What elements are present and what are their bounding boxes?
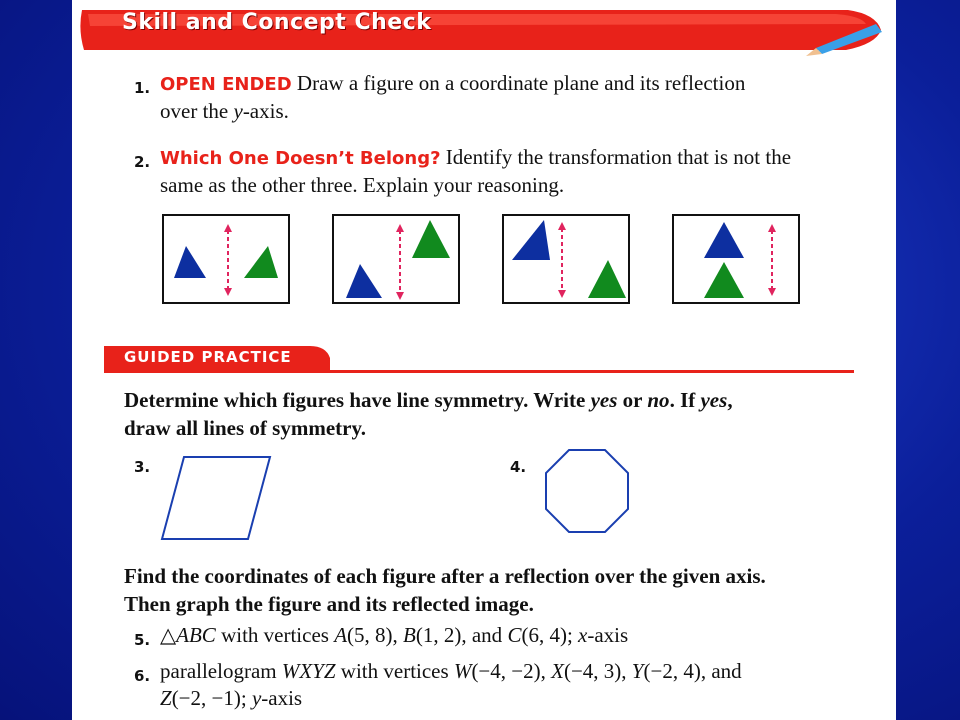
- q5-c-coords: (6, 4);: [521, 623, 579, 647]
- q5-triangle-name: ABC: [176, 623, 216, 647]
- q5-vertex-a: A: [334, 623, 348, 647]
- instr1-yes2: yes: [700, 388, 728, 412]
- q6-shape-word: parallelogram: [160, 659, 282, 683]
- q1-number: 1.: [134, 79, 151, 97]
- q5-a-coords: (5, 8),: [347, 623, 404, 647]
- q6-z-coords: (−2, −1);: [171, 686, 252, 710]
- transform-box-2: [332, 214, 460, 304]
- reflection-instruction: [124, 562, 766, 618]
- transform-box-3: [502, 214, 630, 304]
- q5-axis: -axis: [587, 623, 629, 647]
- banner-title: Skill and Concept Check: [122, 10, 432, 35]
- instr1-part-a: Determine which figures have line symmetry. Write: [124, 388, 591, 412]
- q5-vertex-c: C: [507, 623, 522, 647]
- green-triangle: [704, 262, 744, 298]
- q5-axis-var: x: [578, 623, 588, 647]
- instr1-line2: draw all lines of symmetry.: [124, 416, 367, 440]
- blue-triangle: [346, 264, 382, 298]
- q1-lead: OPEN ENDED: [160, 74, 292, 95]
- green-triangle: [412, 220, 450, 258]
- q6-vertex-x: X: [551, 659, 564, 683]
- instr1-part-b: . If: [669, 388, 701, 412]
- instr2-line2: Then graph the figure and its reflected image.: [124, 592, 534, 616]
- guided-practice-title: GUIDED PRACTICE: [124, 348, 292, 366]
- blue-triangle: [704, 222, 744, 258]
- instr2-line1: Find the coordinates of each figure after a reflection over the given axis.: [124, 564, 766, 588]
- parallelogram-figure: [160, 452, 272, 544]
- q6-shape-name: WXYZ: [281, 659, 336, 683]
- green-triangle: [588, 260, 626, 298]
- q1-text: [160, 70, 745, 125]
- q6-axis: -axis: [261, 686, 303, 710]
- q3-number: 3.: [134, 458, 151, 476]
- q6-y-coords: (−2, 4), and: [643, 659, 742, 683]
- q1-line1: Draw a figure on a coordinate plane and its reflection: [296, 71, 746, 95]
- q4-number: 4.: [510, 458, 527, 476]
- instr1-or: or: [617, 388, 648, 412]
- q6-vertex-w: W: [453, 659, 472, 683]
- q6-w-coords: (−4, −2),: [471, 659, 552, 683]
- q6-x-coords: (−4, 3),: [563, 659, 632, 683]
- q2-text: [160, 144, 791, 199]
- triangle-symbol: △: [160, 623, 177, 647]
- q5-vertex-b: B: [403, 623, 416, 647]
- q5-with-vertices: with vertices: [215, 623, 335, 647]
- q6-vertex-z: Z: [160, 686, 172, 710]
- q1-line2-pre: over the: [160, 99, 234, 123]
- q5-number: 5.: [134, 631, 151, 649]
- q1-line2-var: y: [233, 99, 243, 123]
- q5-b-coords: (1, 2), and: [415, 623, 508, 647]
- instr1-no: no: [647, 388, 670, 412]
- q2-lead: Which One Doesn’t Belong?: [160, 148, 441, 169]
- q6-text: [160, 658, 742, 712]
- green-triangle: [244, 246, 278, 278]
- q5-text: [160, 622, 628, 649]
- q6-number: 6.: [134, 667, 151, 685]
- blue-triangle: [512, 220, 550, 260]
- instr1-comma: ,: [727, 388, 733, 412]
- transform-box-1: [162, 214, 290, 304]
- octagon-figure: [542, 446, 632, 536]
- q2-line2: same as the other three. Explain your reasoning.: [160, 173, 565, 197]
- blue-triangle: [174, 246, 206, 278]
- q6-with-vertices: with vertices: [335, 659, 454, 683]
- q6-axis-var: y: [251, 686, 262, 710]
- instr1-yes: yes: [590, 388, 618, 412]
- transform-box-4: [672, 214, 800, 304]
- q2-number: 2.: [134, 153, 151, 171]
- textbook-page: [72, 0, 896, 720]
- q2-line1: Identify the transformation that is not the: [445, 145, 792, 169]
- symmetry-instruction: [124, 386, 733, 442]
- q1-line2-post: -axis.: [242, 99, 289, 123]
- q6-vertex-y: Y: [631, 659, 644, 683]
